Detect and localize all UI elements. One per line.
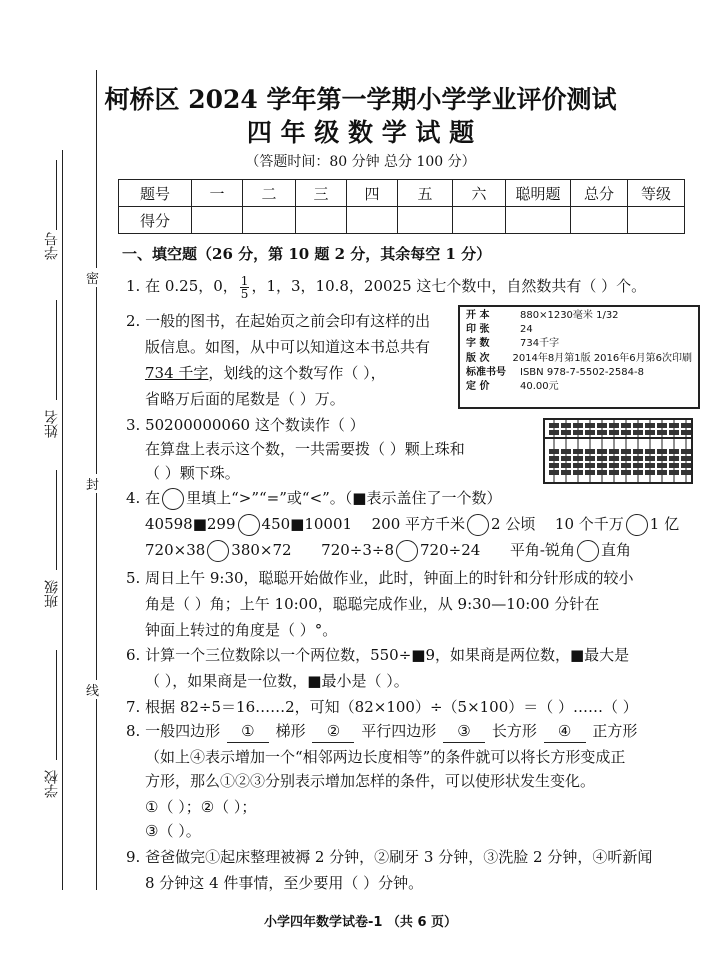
compare-right: 380×72 (231, 541, 292, 559)
question-6-line-2: （ ），如果商是一位数，■最小是（ ）。 (145, 672, 409, 690)
q4-text-a: 4. 在 (126, 489, 161, 507)
question-5-line-2: 角是（ ）角；上午 10:00，聪聪完成作业，从 9:30—10:00 分针在 (145, 595, 600, 613)
compare-left: 720÷3÷8 (321, 541, 395, 559)
score-table-score-row (119, 207, 685, 234)
pub-row (466, 337, 692, 351)
score-table (118, 179, 685, 234)
score-cell-header: 题号 (119, 180, 192, 207)
compare-circle-example (162, 488, 184, 510)
question-6-line-1: 6. 计算一个三位数除以一个两位数，550÷■9，如果商是两位数，■最大是 (126, 646, 630, 664)
question-7: 7. 根据 82÷5＝16……2，可知（82×100）÷（5×100）＝（ ）……（ ） (126, 698, 638, 716)
question-8-shape-chain (126, 717, 637, 745)
score-input-cell[interactable] (296, 207, 347, 234)
compare-right: 1 亿 (649, 515, 680, 533)
pub-key: 定 价 (466, 381, 490, 393)
pub-key: 字 数 (466, 338, 490, 350)
score-row-label: 得分 (119, 207, 192, 234)
question-9-line-2: 8 分钟这 4 件事情，至少要用（ ）分钟。 (145, 874, 424, 892)
score-cell-header: 五 (398, 180, 453, 207)
pub-key: 印 张 (466, 324, 490, 336)
pub-row (466, 352, 692, 366)
arrow-condition-1 (225, 717, 271, 745)
class-label: 班级 (44, 580, 60, 608)
arrow-label: ① (241, 722, 255, 740)
score-input-cell[interactable] (398, 207, 453, 234)
question-2-line-4: 省略万后面的尾数是（ ）万。 (145, 390, 345, 408)
score-table-header-row (119, 180, 685, 207)
compare-blank-circle[interactable] (577, 540, 599, 562)
question-8-line-2: （如上④表示增加一个“相邻两边长度相等”的条件就可以将长方形变成正 (145, 748, 626, 766)
underlined-734-thousand: 734 千字 (145, 364, 209, 382)
score-cell-header: 总分 (571, 180, 628, 207)
fraction-denominator: 5 (240, 286, 249, 301)
question-9-line-1: 9. 爸爸做完①起床整理被褥 2 分钟，②刷牙 3 分钟，③洗脸 2 分钟，④听新闻 (126, 848, 653, 866)
seal-xian: 线 (86, 680, 99, 699)
fraction-one-fifth (240, 275, 250, 300)
class-blank[interactable] (56, 470, 57, 570)
abacus-drawing (545, 420, 691, 482)
question-4-row-1 (145, 510, 679, 538)
pub-value: ISBN 978-7-5502-2584-8 (520, 366, 644, 378)
compare-right: 2 公顷 (491, 515, 536, 533)
question-2-line-3 (145, 359, 386, 387)
compare-left: 40598■299 (145, 515, 236, 533)
pub-row (466, 323, 692, 337)
question-4-line-1 (126, 484, 501, 512)
arrow-label: ③ (457, 722, 471, 740)
exam-meta: （答题时间：80 分钟 总分 100 分） (245, 154, 476, 170)
school-blank[interactable] (56, 650, 57, 760)
compare-blank-circle[interactable] (207, 540, 229, 562)
arrow-condition-4 (542, 717, 588, 745)
question-3-line-1: 3. 50200000060 这个数读作（ ） (126, 416, 365, 434)
arrow-condition-2 (310, 717, 356, 745)
seal-mi: 密 (86, 268, 99, 287)
score-input-cell[interactable] (628, 207, 685, 234)
question-4-row-2 (145, 536, 631, 564)
name-blank[interactable] (56, 300, 57, 400)
name-label: 姓名 (44, 410, 60, 438)
compare-blank-circle[interactable] (467, 514, 489, 536)
school-label: 学校 (44, 770, 60, 798)
score-cell-header: 三 (296, 180, 347, 207)
question-5-line-1: 5. 周日上午 9:30，聪聪开始做作业，此时，钟面上的时针和分针形成的较小 (126, 569, 634, 587)
question-1 (126, 272, 646, 300)
page-footer: 小学四年数学试卷-1 （共 6 页） (263, 915, 458, 930)
pub-value: 24 (520, 324, 533, 336)
question-2-line-1: 2. 一般的图书，在起始页之前会印有这样的出 (126, 312, 431, 330)
shape-rectangle: 长方形 (491, 722, 537, 740)
pub-key: 版 次 (466, 352, 490, 364)
arrow-condition-3 (441, 717, 487, 745)
arrow-label: ④ (557, 722, 572, 740)
shape-parallelogram: 平行四边形 (361, 722, 437, 740)
q4-text-b: 里填上“>”“=”或“<”。（■表示盖住了一个数） (186, 489, 502, 507)
pub-row (466, 366, 692, 380)
shape-square: 正方形 (592, 722, 638, 740)
pub-row (466, 309, 692, 323)
q1-text-after: ，1，3，10.8，20025 这七个数中，自然数共有（ ）个。 (251, 277, 647, 295)
publication-info-box (458, 305, 700, 409)
question-3-line-3: （ ）颗下珠。 (145, 464, 240, 482)
score-cell-header: 聪明题 (506, 180, 571, 207)
score-input-cell[interactable] (571, 207, 628, 234)
fraction-numerator: 1 (240, 273, 249, 288)
question-5-line-3: 钟面上转过的角度是（ ）°。 (145, 621, 338, 639)
q1-text-before: 1. 在 0.25，0， (126, 277, 238, 295)
abacus-image (543, 418, 693, 484)
pub-key: 开 本 (466, 310, 490, 321)
question-3-line-2: 在算盘上表示这个数，一共需要拨（ ）颗上珠和 (145, 440, 465, 458)
pub-value: 2014年8月第1版 2016年6月第6次印刷 (512, 352, 692, 364)
pub-row (466, 380, 692, 394)
seal-feng: 封 (86, 474, 99, 493)
student-id-label: 学号 (44, 232, 60, 260)
compare-right: 720÷24 (420, 541, 481, 559)
question-8-line-5: ③（ ）。 (145, 822, 201, 840)
score-input-cell[interactable] (347, 207, 398, 234)
score-input-cell[interactable] (243, 207, 296, 234)
question-8-line-3: 方形，那么①②③分别表示增加怎样的条件，可以使形状发生变化。 (145, 772, 596, 790)
exam-subtitle: 四 年 级 数 学 试 题 (246, 118, 475, 147)
score-input-cell[interactable] (506, 207, 571, 234)
shape-trapezoid: 梯形 (275, 722, 306, 740)
score-cell-header: 四 (347, 180, 398, 207)
compare-right: 450■10001 (261, 515, 353, 533)
compare-blank-circle[interactable] (396, 540, 418, 562)
compare-blank-circle[interactable] (626, 514, 648, 536)
exam-title: 柯桥区 2024 学年第一学期小学学业评价测试 (104, 85, 617, 114)
question-8-line-4: ①（ ）；②（ ）； (145, 798, 257, 816)
question-2-line-2: 版信息。如图，从中可以知道这本书总共有 (145, 338, 431, 356)
pub-key: 标准书号 (466, 366, 506, 378)
section-heading: 一、填空题（26 分，第 10 题 2 分，其余每空 1 分） (122, 245, 492, 263)
score-cell-header: 二 (243, 180, 296, 207)
pub-value: 880×1230毫米 1/32 (520, 310, 619, 321)
shape-general-quadrilateral: 8. 一般四边形 (126, 722, 221, 740)
pub-value: 40.00元 (520, 381, 559, 393)
compare-blank-circle[interactable] (238, 514, 260, 536)
binding-line-left (62, 150, 63, 890)
compare-left: 平角-锐角 (509, 541, 575, 559)
score-input-cell[interactable] (192, 207, 243, 234)
score-cell-header: 等级 (628, 180, 685, 207)
compare-left: 10 个千万 (554, 515, 624, 533)
score-input-cell[interactable] (453, 207, 506, 234)
pub-value: 734千字 (520, 338, 560, 350)
score-cell-header: 一 (192, 180, 243, 207)
compare-left: 200 平方千米 (371, 515, 466, 533)
q2-line3-rest: ，划线的这个数写作（ ）， (208, 364, 386, 382)
arrow-label: ② (326, 722, 341, 740)
score-cell-header: 六 (453, 180, 506, 207)
compare-right: 直角 (600, 541, 631, 559)
compare-left: 720×38 (145, 541, 206, 559)
